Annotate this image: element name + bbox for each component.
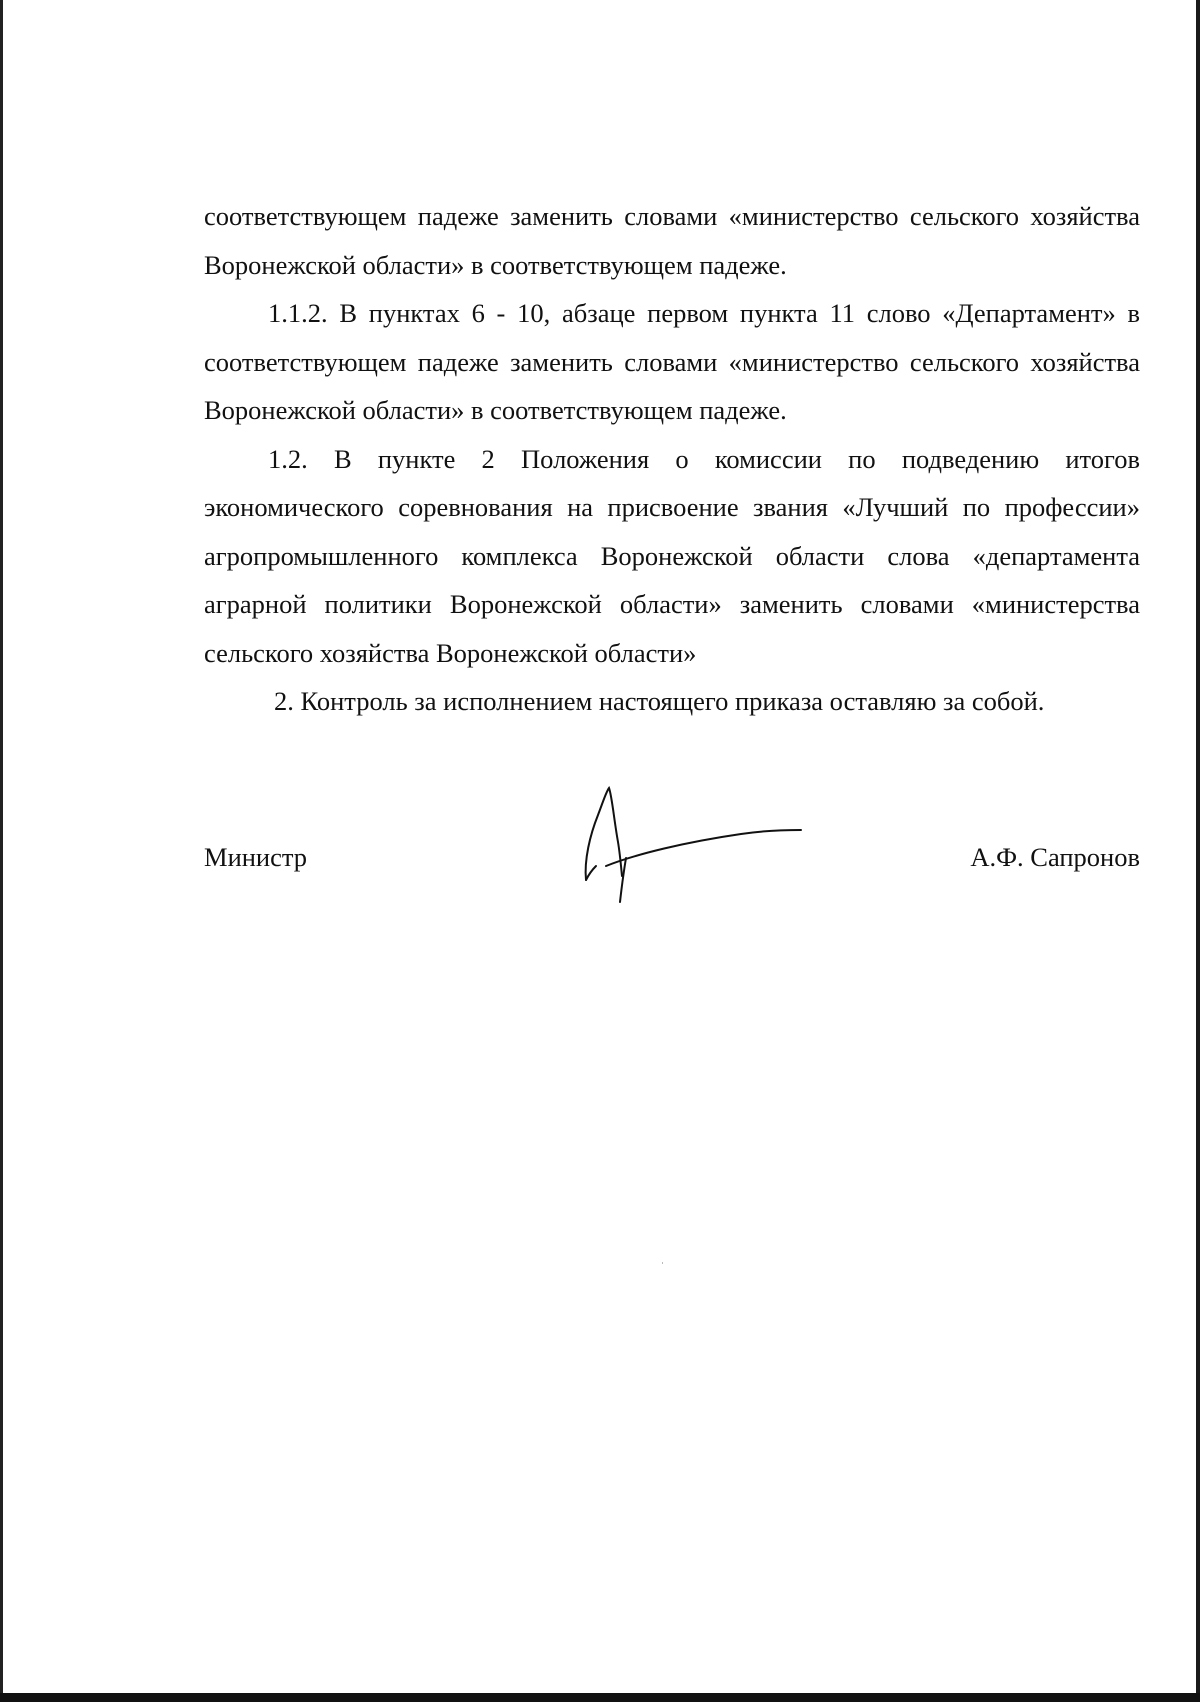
scan-edge-right [1196,0,1200,1702]
signatory-name: А.Ф. Сапронов [970,842,1140,872]
scan-speck [662,1262,663,1264]
handwritten-signature [576,780,806,910]
paragraph-2-control: 2. Контроль за исполнением настоящего приказа оставляю за собой. [274,686,1045,716]
scan-edge-bottom [0,1693,1200,1702]
paragraph-1-2: 1.2. В пункте 2 Положения о комиссии по подведению итогов экономического соревнования на присвоение звания «Лучший по профессии» агропромышленного комплекса Воронежской области слова «департамента аграрной политики Воронежской области» заменить словами «министерства сельского хозяйства Воронежской области» [204,443,1140,668]
scan-edge-left [0,0,3,1702]
signatory-title: Министр [204,842,308,872]
paragraph-continuation: соответствующем падеже заменить словами «министерство сельского хозяйства Воронежской области» в соответствующем падеже. [204,201,1140,280]
paragraph-1-1-2: 1.1.2. В пунктах 6 - 10, абзаце первом пункта 11 слово «Департамент» в соответствующем падеже заменить словами «министерство сельского хозяйства Воронежской области» в соответствующем падеже. [204,298,1140,425]
document-body [204,192,1140,726]
